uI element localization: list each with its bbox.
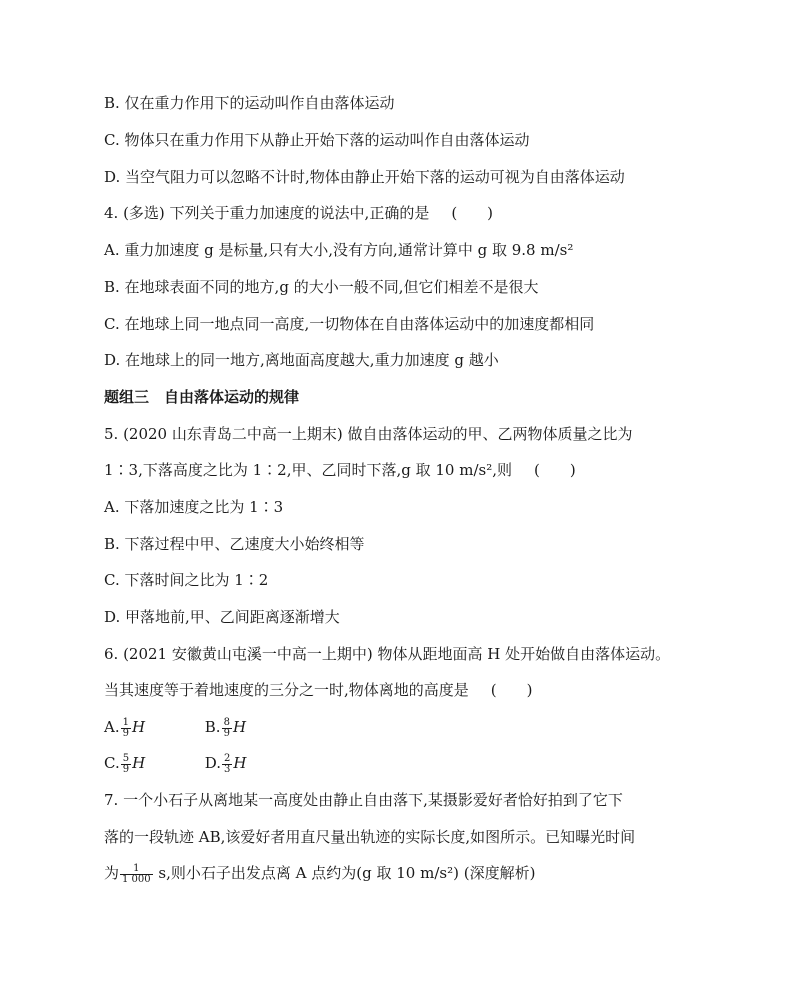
q7-stem-line2: 落的一段轨迹 AB,该爱好者用直尺量出轨迹的实际长度,如图所示。已知曝光时间 (104, 828, 636, 846)
q5-option-b: B. 下落过程中甲、乙速度大小始终相等 (104, 535, 365, 553)
section-heading: 题组三 自由落体运动的规律 (104, 388, 300, 406)
q6-options-row1 (104, 712, 734, 742)
q5-stem-line1: 5. (2020 山东青岛二中高一上期末) 做自由落体运动的甲、乙两物体质量之比为 (104, 425, 633, 443)
q4-stem (104, 202, 734, 224)
fraction: $\frac{5}{9}$ (122, 752, 130, 775)
q6-option-d: D. $\frac{2}{3}$ H (204, 752, 247, 775)
q3-option-d: D. 当空气阻力可以忽略不计时,物体由静止开始下落的运动可视为自由落体运动 (104, 168, 625, 186)
fraction: $\frac{1}{9}$ (122, 716, 129, 739)
answer-paren: ( ) (534, 461, 576, 479)
q4-option-d: D. 在地球上的同一地方,离地面高度越大,重力加速度 g 越小 (104, 351, 499, 369)
q4-option-b: B. 在地球表面不同的地方,g 的大小一般不同,但它们相差不是很大 (104, 278, 539, 296)
exposure-fraction: $\frac{1}{1 000}$ (122, 862, 151, 885)
q3-option-b: B. 仅在重力作用下的运动叫作自由落体运动 (104, 94, 395, 112)
answer-paren: ( ) (490, 681, 533, 699)
q6-stem-line2 (104, 679, 734, 701)
q4-text: 4. (多选) 下列关于重力加速度的说法中,正确的是 (104, 204, 430, 222)
q4-option-c: C. 在地球上同一地点同一高度,一切物体在自由落体运动中的加速度都相同 (104, 315, 595, 333)
q7-stem-line1: 7. 一个小石子从离地某一高度处由静止自由落下,某摄影爱好者恰好拍到了它下 (104, 791, 623, 809)
q6-stem-line1: 6. (2021 安徽黄山屯溪一中高一上期中) 物体从距地面高 H 处开始做自由落体运动。 (104, 645, 671, 663)
q5-stem-line2 (104, 459, 734, 481)
q5-option-a: A. 下落加速度之比为 1∶3 (104, 498, 284, 516)
q6-option-b: B. $\frac{8}{9}$ H (204, 716, 247, 739)
q6-text: 当其速度等于着地速度的三分之一时,物体离地的高度是 (104, 681, 469, 699)
q6-options-row2 (104, 748, 734, 778)
q4-option-a: A. 重力加速度 g 是标量,只有大小,没有方向,通常计算中 g 取 9.8 m/s² (104, 241, 574, 259)
q3-option-c: C. 物体只在重力作用下从静止开始下落的运动叫作自由落体运动 (104, 131, 530, 149)
q6-option-c: C. $\frac{5}{9}$ H (104, 752, 146, 775)
q5-option-c: C. 下落时间之比为 1∶2 (104, 571, 269, 589)
q6-option-a: A. $\frac{1}{9}$ H (104, 716, 146, 739)
q5-option-d: D. 甲落地前,甲、乙间距离逐渐增大 (104, 608, 340, 626)
answer-paren: ( ) (451, 204, 494, 222)
fraction: $\frac{2}{3}$ (224, 752, 231, 775)
fraction: $\frac{8}{9}$ (223, 716, 230, 739)
q7-stem-line3: 为 $\frac{1}{1 000}$ s,则小石子出发点离 A 点约为(g 取 10 m/s²) (深度解析) (104, 862, 536, 885)
q5-text: 1∶3,下落高度之比为 1∶2,甲、乙同时下落,g 取 10 m/s²,则 (104, 461, 512, 479)
